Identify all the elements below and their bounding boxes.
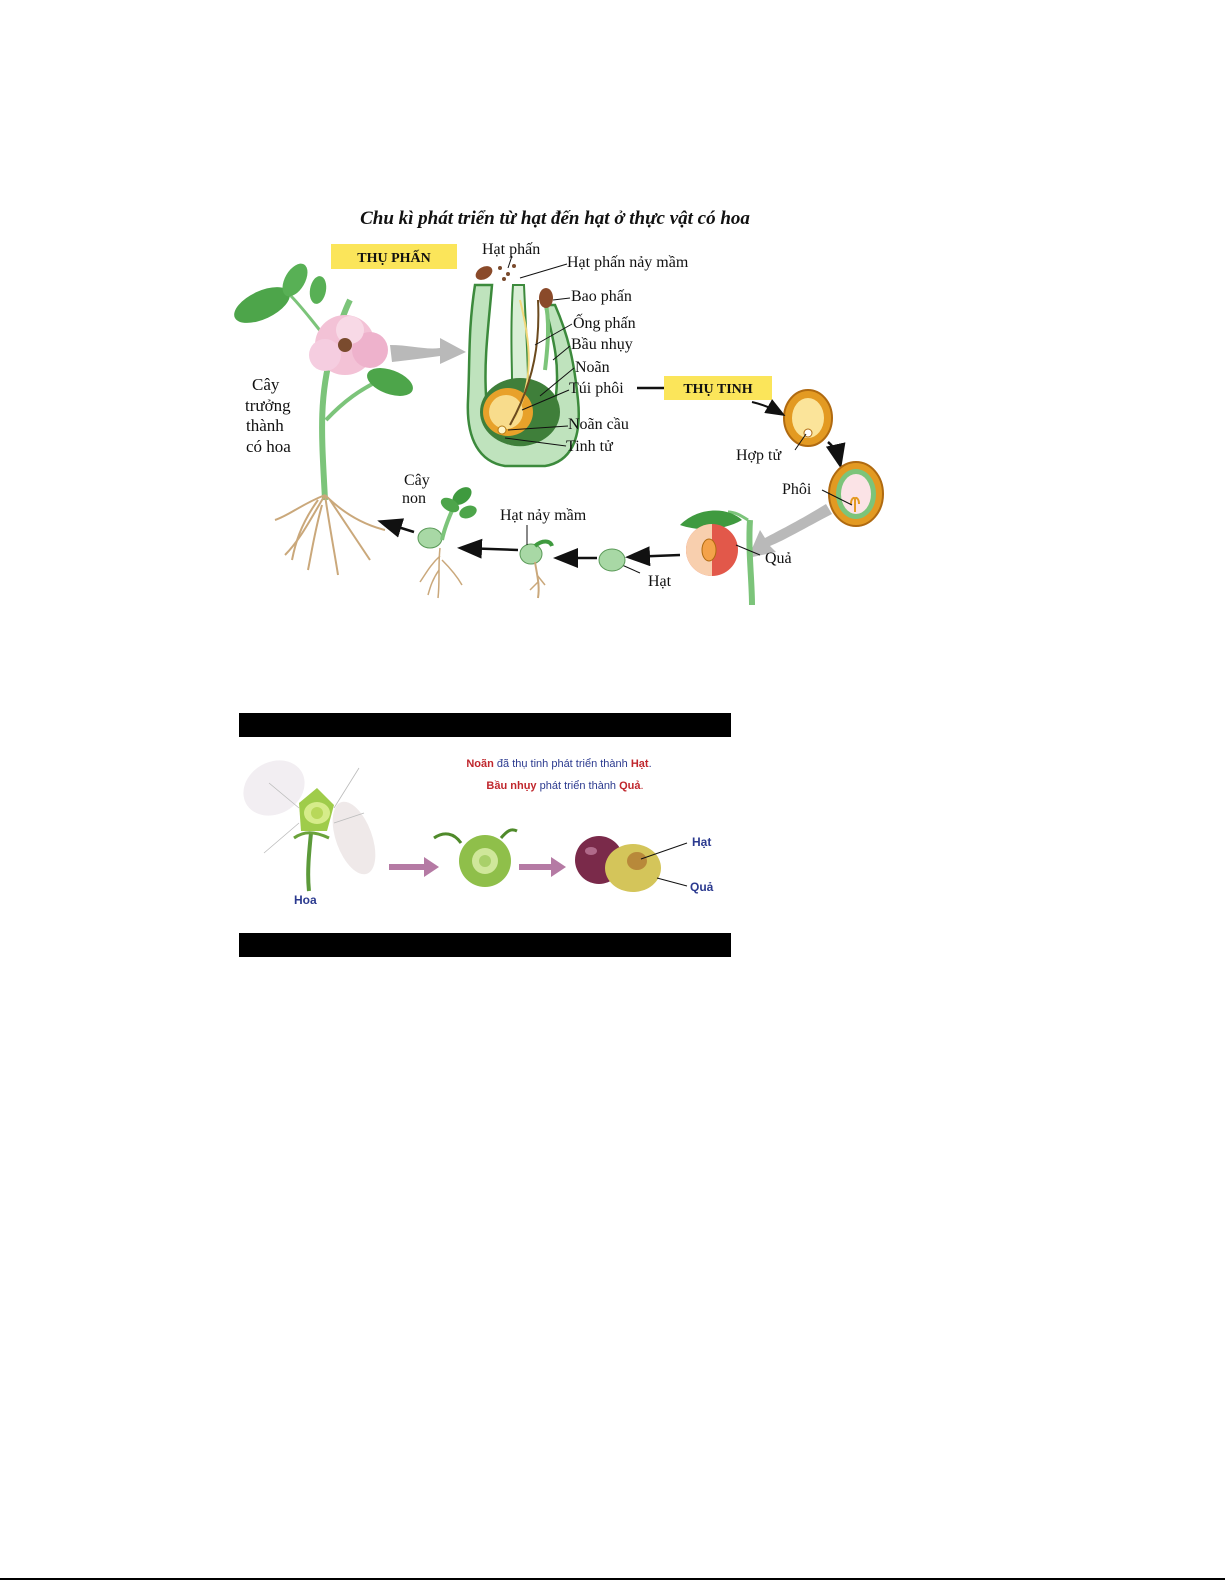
developing-ovary-illustration	[434, 830, 517, 887]
caption-line1-hat: Hạt	[630, 758, 649, 770]
flower-illustration	[239, 749, 384, 891]
label-hat-nay-mam: Hạt nảy mầm	[500, 507, 587, 524]
bottom-black-bar	[239, 933, 731, 957]
label-bau-nhuy: Bầu nhụy	[571, 336, 633, 353]
label-bao-phan: Bao phấn	[571, 288, 632, 305]
caption-line-2	[486, 780, 643, 792]
zygote-illustration	[784, 390, 832, 446]
label-hat-fig2: Hạt	[692, 835, 712, 849]
arrow-germinating-to-seedling	[462, 548, 518, 550]
arrow-fruit-to-seed	[630, 555, 680, 557]
caption-line2-middle: phát triển thành	[536, 780, 620, 792]
caption-line2-end: .	[640, 780, 644, 792]
page-bottom-rule	[0, 1578, 1225, 1580]
flower-to-pistil-arrow	[390, 338, 466, 364]
caption-line1-middle: đã thụ tinh phát triển thành	[493, 758, 631, 770]
caption-line1-noan: Noãn	[466, 758, 494, 770]
label-hat: Hạt	[648, 573, 672, 590]
pollination-badge-label: THỤ PHẤN	[357, 251, 431, 266]
mature-plant-label-line1: Cây	[252, 375, 280, 394]
label-qua-fig2: Quả	[690, 880, 714, 894]
mature-plant-label-line4: có hoa	[246, 437, 291, 456]
label-cay-non-line2: non	[402, 490, 426, 507]
top-black-bar	[239, 713, 731, 737]
label-ong-phan: Ống phấn	[573, 315, 636, 332]
plum-fruit-illustration	[575, 836, 661, 892]
label-hoa: Hoa	[294, 893, 317, 907]
fruit-illustration	[680, 510, 760, 605]
arrow-seedling-to-mature	[382, 522, 414, 532]
label-hop-tu: Hợp tử	[736, 447, 782, 464]
diagram-title: Chu kì phát triển từ hạt đến hạt ở thực vật có hoa	[360, 208, 750, 229]
caption-line1-end: .	[648, 758, 652, 770]
fertilization-badge	[664, 376, 772, 400]
leader-qua-fig2	[657, 878, 687, 886]
label-cay-non-line1: Cây	[404, 472, 430, 489]
pistil-cross-section	[468, 263, 579, 466]
pollination-badge	[331, 244, 457, 269]
label-tui-phoi: Túi phôi	[569, 380, 624, 397]
caption-line2-qua: Quả	[619, 780, 641, 792]
label-noan-cau: Noãn cầu	[568, 416, 629, 433]
label-noan: Noãn	[575, 359, 610, 376]
embryo-seed-illustration	[829, 462, 883, 526]
seedling-illustration	[418, 484, 479, 598]
label-qua: Quả	[765, 550, 792, 567]
arrow-zygote-to-embryo	[828, 442, 840, 464]
seed-illustration	[599, 549, 625, 571]
arrow-badge-to-zygote	[752, 402, 782, 414]
label-phoi: Phôi	[782, 481, 812, 498]
label-hat-phan-nay-mam: Hạt phấn nảy mầm	[567, 254, 689, 271]
germinating-seed-illustration	[520, 542, 552, 599]
caption-line2-bau-nhuy: Bầu nhụy	[486, 780, 537, 792]
arrow-flower-to-ovary	[389, 857, 439, 877]
mature-plant-label-line2: trưởng	[245, 396, 291, 415]
flower-to-fruit-figure	[239, 713, 731, 957]
mature-plant-label-line3: thành	[246, 416, 284, 435]
label-hat-phan: Hạt phấn	[482, 241, 541, 258]
caption-line-1	[466, 758, 651, 770]
fertilization-badge-label: THỤ TINH	[683, 382, 753, 397]
leader-hat	[622, 565, 640, 573]
arrow-ovary-to-fruit	[519, 857, 566, 877]
label-tinh-tu: Tinh tử	[566, 438, 613, 455]
